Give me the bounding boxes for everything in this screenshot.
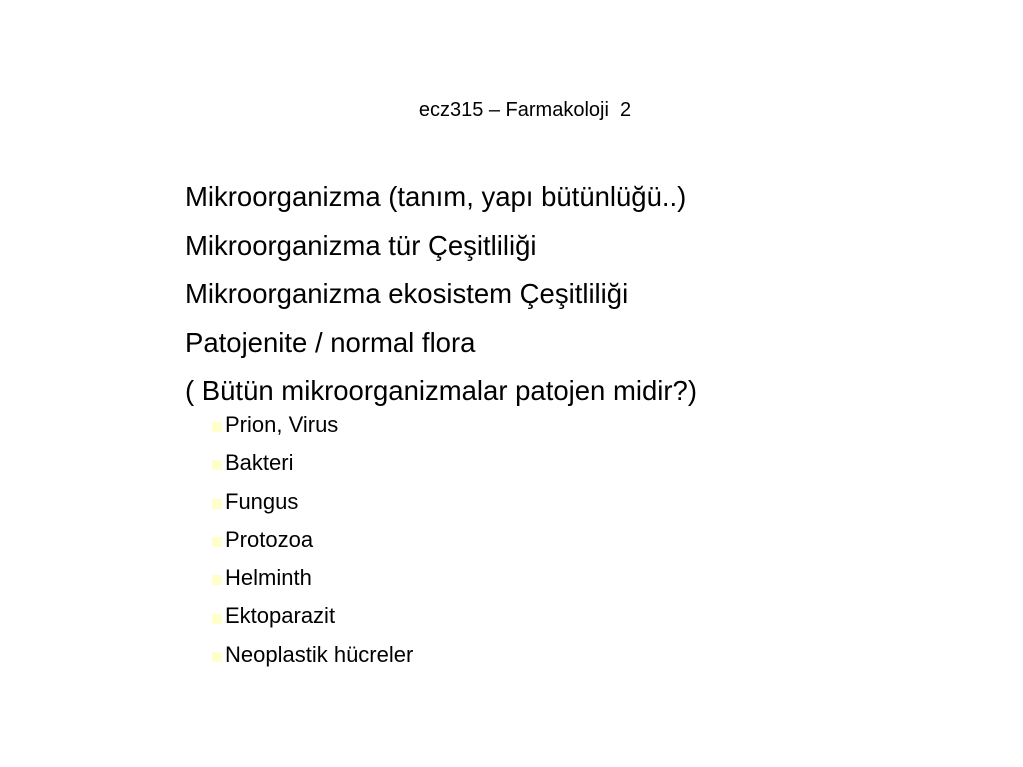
organism-type-label: Fungus (225, 488, 299, 514)
organism-type-label: Neoplastik hücreler (225, 641, 414, 667)
square-bullet-icon (212, 499, 222, 509)
organism-type-label: Protozoa (225, 526, 314, 552)
main-topic-item: Mikroorganizma ekosistem Çeşitliliği (185, 278, 629, 309)
square-bullet-icon (212, 460, 222, 470)
main-topic-list (185, 173, 697, 416)
square-bullet-icon (212, 537, 222, 547)
organism-type-item (212, 521, 413, 559)
organism-type-label: Prion, Virus (225, 412, 339, 437)
main-topic-item: Patojenite / normal flora (185, 326, 476, 358)
main-topic-item: Mikroorganizma (tanım, yapı bütünlüğü..) (185, 181, 687, 212)
organism-type-label: Ektoparazit (225, 603, 336, 629)
main-topic-item: Mikroorganizma tür Çeşitliliği (185, 229, 537, 261)
main-topic-item: ( Bütün mikroorganizmalar patojen midir?) (185, 375, 698, 406)
organism-type-list (212, 406, 413, 674)
organism-type-item (212, 597, 413, 635)
square-bullet-icon (212, 422, 222, 432)
organism-type-label: Helminth (225, 565, 312, 591)
organism-type-item (212, 444, 413, 482)
organism-type-item (212, 559, 413, 597)
organism-type-label: Bakteri (225, 450, 294, 476)
organism-type-item (212, 483, 413, 521)
organism-type-item (212, 406, 413, 444)
square-bullet-icon (212, 575, 222, 585)
square-bullet-icon (212, 652, 222, 662)
slide-title: ecz315 – Farmakoloji 2 (418, 99, 632, 121)
square-bullet-icon (212, 614, 222, 624)
organism-type-item (212, 636, 413, 674)
